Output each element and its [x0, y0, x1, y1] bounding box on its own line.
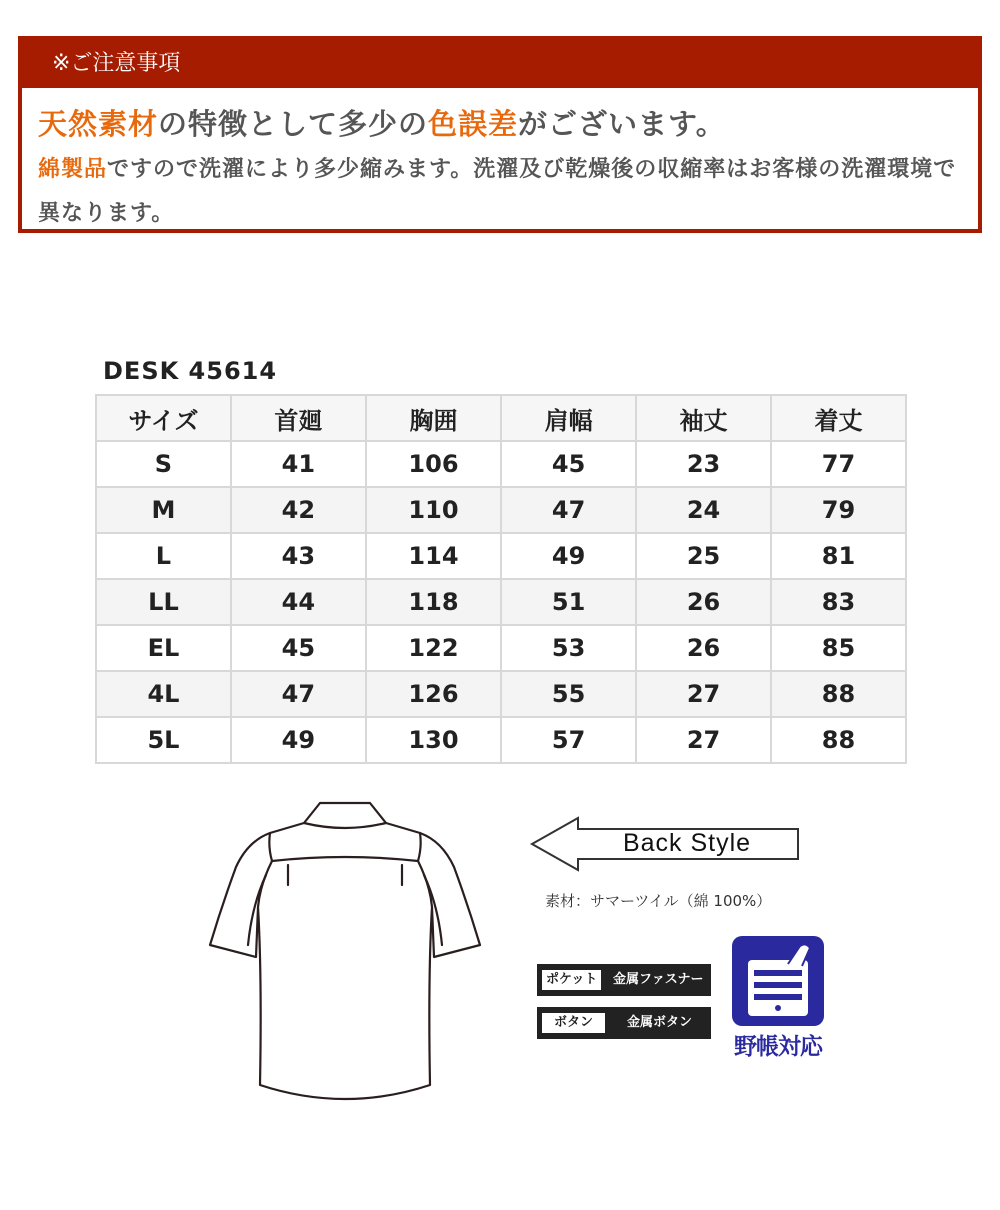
model-number: DESK 45614 [103, 357, 278, 385]
col-header-size: サイズ [96, 395, 231, 441]
notice-text: ですので洗濯により多少縮みます。洗濯及び乾燥後の収縮率はお客様の洗濯環境で異なります。 [38, 157, 957, 226]
cell-chest: 126 [366, 671, 501, 717]
cell-sleeve: 25 [636, 533, 771, 579]
table-row [96, 579, 906, 625]
table-row [96, 625, 906, 671]
cell-size: 4L [96, 671, 231, 717]
cell-neck: 43 [231, 533, 366, 579]
size-table [95, 394, 907, 764]
col-header-neck: 首廻 [231, 395, 366, 441]
cell-shoulder: 57 [501, 717, 636, 763]
cell-sleeve: 26 [636, 579, 771, 625]
pocket-spec-tag [537, 964, 711, 996]
pocket-spec-value: 金属ファスナー [613, 972, 704, 987]
cell-sleeve: 26 [636, 625, 771, 671]
notice-highlight-color-diff: 色誤差 [428, 107, 519, 141]
material-text: 素材：サマーツイル（綿 100%） [545, 892, 772, 910]
cell-size: EL [96, 625, 231, 671]
cell-neck: 45 [231, 625, 366, 671]
button-spec-value: 金属ボタン [627, 1015, 693, 1030]
cell-chest: 110 [366, 487, 501, 533]
table-header-row [96, 395, 906, 441]
cell-shoulder: 45 [501, 441, 636, 487]
cell-size: LL [96, 579, 231, 625]
col-header-shoulder: 肩幅 [501, 395, 636, 441]
notice-text: の特徴として多少の [158, 107, 429, 141]
cell-size: S [96, 441, 231, 487]
pocket-spec-key: ポケット [542, 970, 601, 990]
notebook-pocket-icon [732, 936, 824, 1026]
col-header-length: 着丈 [771, 395, 906, 441]
notice-box [18, 36, 982, 233]
table-row [96, 533, 906, 579]
notice-line-color [38, 102, 726, 143]
cell-shoulder: 49 [501, 533, 636, 579]
col-header-chest: 胸囲 [366, 395, 501, 441]
cell-shoulder: 47 [501, 487, 636, 533]
cell-neck: 47 [231, 671, 366, 717]
cell-length: 79 [771, 487, 906, 533]
cell-neck: 41 [231, 441, 366, 487]
cell-length: 88 [771, 717, 906, 763]
notice-text: がございます。 [518, 107, 726, 141]
cell-chest: 130 [366, 717, 501, 763]
cell-sleeve: 27 [636, 717, 771, 763]
cell-shoulder: 53 [501, 625, 636, 671]
cell-size: M [96, 487, 231, 533]
notice-line-shrink [38, 148, 968, 236]
cell-sleeve: 24 [636, 487, 771, 533]
table-row [96, 717, 906, 763]
cell-shoulder: 55 [501, 671, 636, 717]
cell-neck: 42 [231, 487, 366, 533]
table-row [96, 487, 906, 533]
cell-length: 85 [771, 625, 906, 671]
notice-highlight-natural: 天然素材 [38, 107, 159, 141]
cell-size: 5L [96, 717, 231, 763]
notice-highlight-cotton: 綿製品 [38, 157, 108, 182]
cell-chest: 118 [366, 579, 501, 625]
shirt-back-illustration [200, 795, 490, 1115]
cell-sleeve: 27 [636, 671, 771, 717]
cell-neck: 49 [231, 717, 366, 763]
button-spec-key: ボタン [542, 1013, 605, 1033]
notebook-compatible-label: 野帳対応 [734, 1034, 822, 1060]
cell-chest: 106 [366, 441, 501, 487]
cell-length: 88 [771, 671, 906, 717]
cell-chest: 122 [366, 625, 501, 671]
col-header-sleeve: 袖丈 [636, 395, 771, 441]
table-row [96, 671, 906, 717]
cell-neck: 44 [231, 579, 366, 625]
cell-length: 81 [771, 533, 906, 579]
cell-chest: 114 [366, 533, 501, 579]
cell-size: L [96, 533, 231, 579]
cell-length: 77 [771, 441, 906, 487]
table-row [96, 441, 906, 487]
button-spec-tag [537, 1007, 711, 1039]
back-style-label: Back Style [622, 829, 752, 857]
notice-heading: ※ご注意事項 [22, 40, 978, 88]
cell-sleeve: 23 [636, 441, 771, 487]
cell-length: 83 [771, 579, 906, 625]
cell-shoulder: 51 [501, 579, 636, 625]
